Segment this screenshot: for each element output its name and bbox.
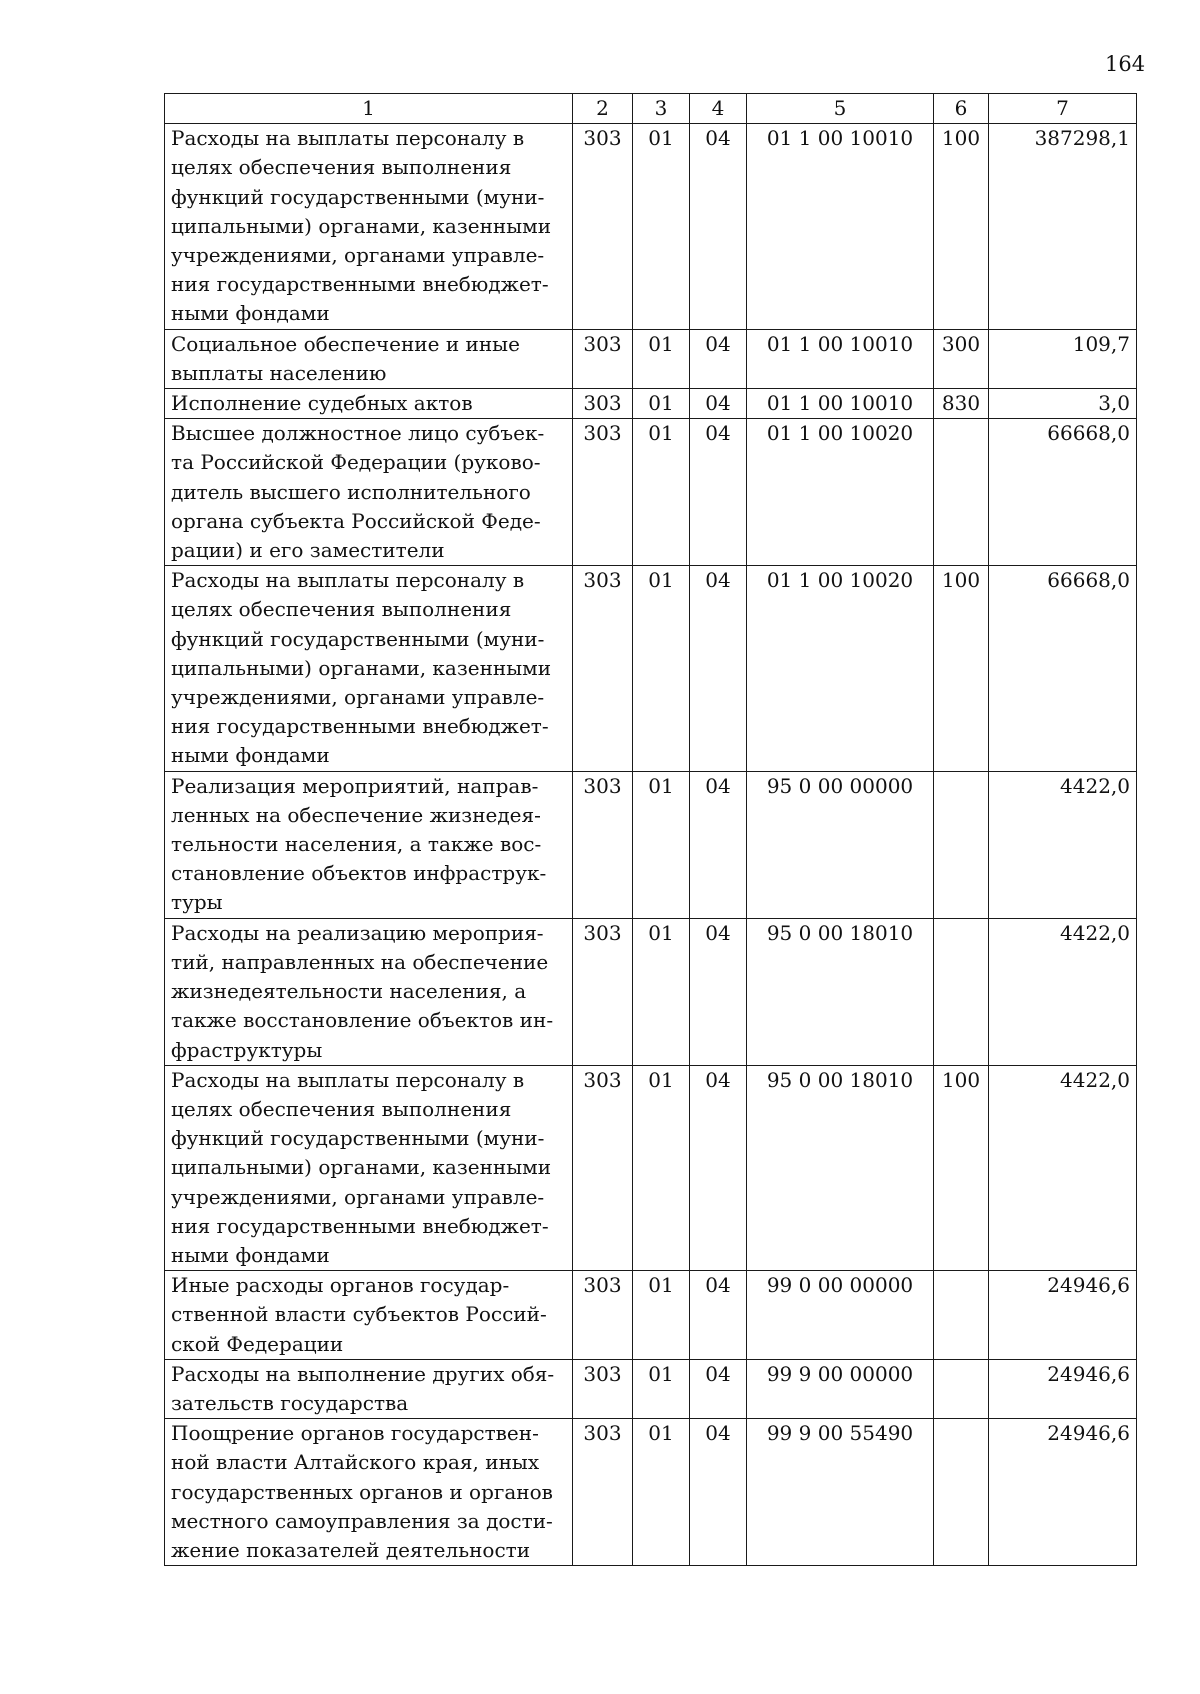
cell-name <box>165 1271 573 1360</box>
cell-expense-type: 830 <box>934 389 989 419</box>
header-name: 1 <box>165 94 573 124</box>
name-line: ния государственными внебюджет- <box>171 1213 549 1238</box>
name-line: органа субъекта Российской Феде- <box>171 508 541 533</box>
cell-expense-type: 300 <box>934 329 989 388</box>
name-line: Реализация мероприятий, направ- <box>171 773 539 798</box>
name-line: Расходы на выплаты персоналу в <box>171 126 525 151</box>
name-line: Расходы на реализацию мероприя- <box>171 920 544 945</box>
name-line: учреждениями, органами управле- <box>171 1184 545 1209</box>
name-line: ленных на обеспечение жизнедея- <box>171 802 541 827</box>
name-line: функций государственными (муни- <box>171 626 545 651</box>
cell-admin: 303 <box>573 1271 633 1360</box>
table-body <box>165 124 1137 1566</box>
name-line: учреждениями, органами управле- <box>171 685 545 710</box>
cell-subsection: 04 <box>690 1065 747 1270</box>
cell-target: 01 1 00 10010 <box>747 124 934 329</box>
cell-amount: 109,7 <box>989 329 1137 388</box>
table-row <box>165 1419 1137 1566</box>
name-line: Расходы на выплаты персоналу в <box>171 1067 525 1092</box>
name-line: целях обеспечения выполнения <box>171 1096 512 1121</box>
cell-section: 01 <box>633 771 690 918</box>
cell-target: 99 0 00 00000 <box>747 1271 934 1360</box>
name-line: тий, направленных на обеспечение <box>171 949 549 974</box>
name-line: ными фондами <box>171 301 330 326</box>
cell-target: 01 1 00 10010 <box>747 389 934 419</box>
table-row <box>165 124 1137 329</box>
cell-amount: 387298,1 <box>989 124 1137 329</box>
page-number: 164 <box>1105 52 1146 76</box>
cell-expense-type <box>934 1271 989 1360</box>
cell-expense-type <box>934 918 989 1065</box>
cell-expense-type <box>934 1359 989 1418</box>
name-line: ной власти Алтайского края, иных <box>171 1450 540 1475</box>
cell-admin: 303 <box>573 771 633 918</box>
cell-amount: 24946,6 <box>989 1419 1137 1566</box>
header-admin: 2 <box>573 94 633 124</box>
cell-amount: 66668,0 <box>989 419 1137 566</box>
cell-section: 01 <box>633 1359 690 1418</box>
budget-table <box>164 93 1137 1566</box>
name-line: Расходы на выполнение других обя- <box>171 1361 555 1386</box>
name-line: ными фондами <box>171 743 330 768</box>
name-line: жизнедеятельности населения, а <box>171 979 527 1004</box>
header-amount: 7 <box>989 94 1137 124</box>
cell-name <box>165 918 573 1065</box>
name-line: тельности населения, а также вос- <box>171 832 542 857</box>
name-line: Поощрение органов государствен- <box>171 1421 539 1446</box>
cell-section: 01 <box>633 419 690 566</box>
header-expense-type: 6 <box>934 94 989 124</box>
cell-target: 95 0 00 18010 <box>747 918 934 1065</box>
cell-name <box>165 419 573 566</box>
cell-amount: 4422,0 <box>989 918 1137 1065</box>
cell-section: 01 <box>633 566 690 771</box>
table-row <box>165 389 1137 419</box>
cell-target: 99 9 00 00000 <box>747 1359 934 1418</box>
name-line: зательств государства <box>171 1390 409 1415</box>
cell-subsection: 04 <box>690 1271 747 1360</box>
name-line: целях обеспечения выполнения <box>171 155 512 180</box>
name-line: ными фондами <box>171 1242 330 1267</box>
cell-admin: 303 <box>573 329 633 388</box>
cell-expense-type <box>934 771 989 918</box>
name-line: фраструктуры <box>171 1037 323 1062</box>
cell-name <box>165 389 573 419</box>
cell-subsection: 04 <box>690 419 747 566</box>
cell-amount: 24946,6 <box>989 1359 1137 1418</box>
table-row <box>165 1359 1137 1418</box>
cell-amount: 4422,0 <box>989 1065 1137 1270</box>
cell-name <box>165 566 573 771</box>
cell-subsection: 04 <box>690 389 747 419</box>
name-line: ственной власти субъектов Россий- <box>171 1302 547 1327</box>
name-line: ципальными) органами, казенными <box>171 655 552 680</box>
name-line: учреждениями, органами управле- <box>171 243 545 268</box>
name-line: Высшее должностное лицо субъек- <box>171 421 545 446</box>
name-line: функций государственными (муни- <box>171 1126 545 1151</box>
table-row <box>165 329 1137 388</box>
cell-admin: 303 <box>573 419 633 566</box>
cell-subsection: 04 <box>690 566 747 771</box>
name-line: становление объектов инфраструк- <box>171 861 547 886</box>
cell-amount: 24946,6 <box>989 1271 1137 1360</box>
cell-expense-type: 100 <box>934 124 989 329</box>
cell-target: 01 1 00 10020 <box>747 566 934 771</box>
cell-amount: 66668,0 <box>989 566 1137 771</box>
cell-name <box>165 1359 573 1418</box>
name-line: ципальными) органами, казенными <box>171 213 552 238</box>
cell-subsection: 04 <box>690 1419 747 1566</box>
cell-name <box>165 1419 573 1566</box>
header-target: 5 <box>747 94 934 124</box>
cell-section: 01 <box>633 918 690 1065</box>
cell-expense-type <box>934 1419 989 1566</box>
name-line: ской Федерации <box>171 1331 344 1356</box>
name-line: государственных органов и органов <box>171 1479 553 1504</box>
cell-name <box>165 124 573 329</box>
cell-expense-type: 100 <box>934 1065 989 1270</box>
cell-subsection: 04 <box>690 918 747 1065</box>
header-row <box>165 94 1137 124</box>
name-line: местного самоуправления за дости- <box>171 1508 553 1533</box>
cell-subsection: 04 <box>690 329 747 388</box>
cell-admin: 303 <box>573 566 633 771</box>
name-line: ципальными) органами, казенными <box>171 1155 552 1180</box>
header-section: 3 <box>633 94 690 124</box>
name-line: выплаты населению <box>171 360 387 385</box>
cell-section: 01 <box>633 1419 690 1566</box>
name-line: ния государственными внебюджет- <box>171 714 549 739</box>
name-line: жение показателей деятельности <box>171 1537 531 1562</box>
name-line: целях обеспечения выполнения <box>171 597 512 622</box>
cell-subsection: 04 <box>690 1359 747 1418</box>
name-line: Социальное обеспечение и иные <box>171 331 520 356</box>
table-row <box>165 1065 1137 1270</box>
cell-admin: 303 <box>573 1065 633 1270</box>
cell-expense-type: 100 <box>934 566 989 771</box>
table-row <box>165 419 1137 566</box>
cell-section: 01 <box>633 124 690 329</box>
cell-section: 01 <box>633 1065 690 1270</box>
cell-target: 01 1 00 10020 <box>747 419 934 566</box>
cell-admin: 303 <box>573 124 633 329</box>
cell-section: 01 <box>633 1271 690 1360</box>
cell-admin: 303 <box>573 1419 633 1566</box>
cell-section: 01 <box>633 389 690 419</box>
cell-name <box>165 329 573 388</box>
name-line: функций государственными (муни- <box>171 184 545 209</box>
name-line: ния государственными внебюджет- <box>171 272 549 297</box>
table-row <box>165 918 1137 1065</box>
cell-amount: 3,0 <box>989 389 1137 419</box>
table-row <box>165 566 1137 771</box>
cell-name <box>165 1065 573 1270</box>
cell-subsection: 04 <box>690 124 747 329</box>
cell-subsection: 04 <box>690 771 747 918</box>
cell-target: 95 0 00 18010 <box>747 1065 934 1270</box>
cell-amount: 4422,0 <box>989 771 1137 918</box>
cell-target: 99 9 00 55490 <box>747 1419 934 1566</box>
cell-admin: 303 <box>573 918 633 1065</box>
cell-section: 01 <box>633 329 690 388</box>
cell-target: 95 0 00 00000 <box>747 771 934 918</box>
header-subsection: 4 <box>690 94 747 124</box>
name-line: дитель высшего исполнительного <box>171 479 531 504</box>
cell-name <box>165 771 573 918</box>
name-line: туры <box>171 890 223 915</box>
name-line: также восстановление объектов ин- <box>171 1008 554 1033</box>
name-line: та Российской Федерации (руково- <box>171 450 541 475</box>
cell-admin: 303 <box>573 1359 633 1418</box>
name-line: Расходы на выплаты персоналу в <box>171 568 525 593</box>
cell-admin: 303 <box>573 389 633 419</box>
cell-target: 01 1 00 10010 <box>747 329 934 388</box>
table-row <box>165 1271 1137 1360</box>
table-row <box>165 771 1137 918</box>
name-line: Исполнение судебных актов <box>171 391 473 416</box>
name-line: рации) и его заместители <box>171 538 445 563</box>
cell-expense-type <box>934 419 989 566</box>
name-line: Иные расходы органов государ- <box>171 1273 510 1298</box>
